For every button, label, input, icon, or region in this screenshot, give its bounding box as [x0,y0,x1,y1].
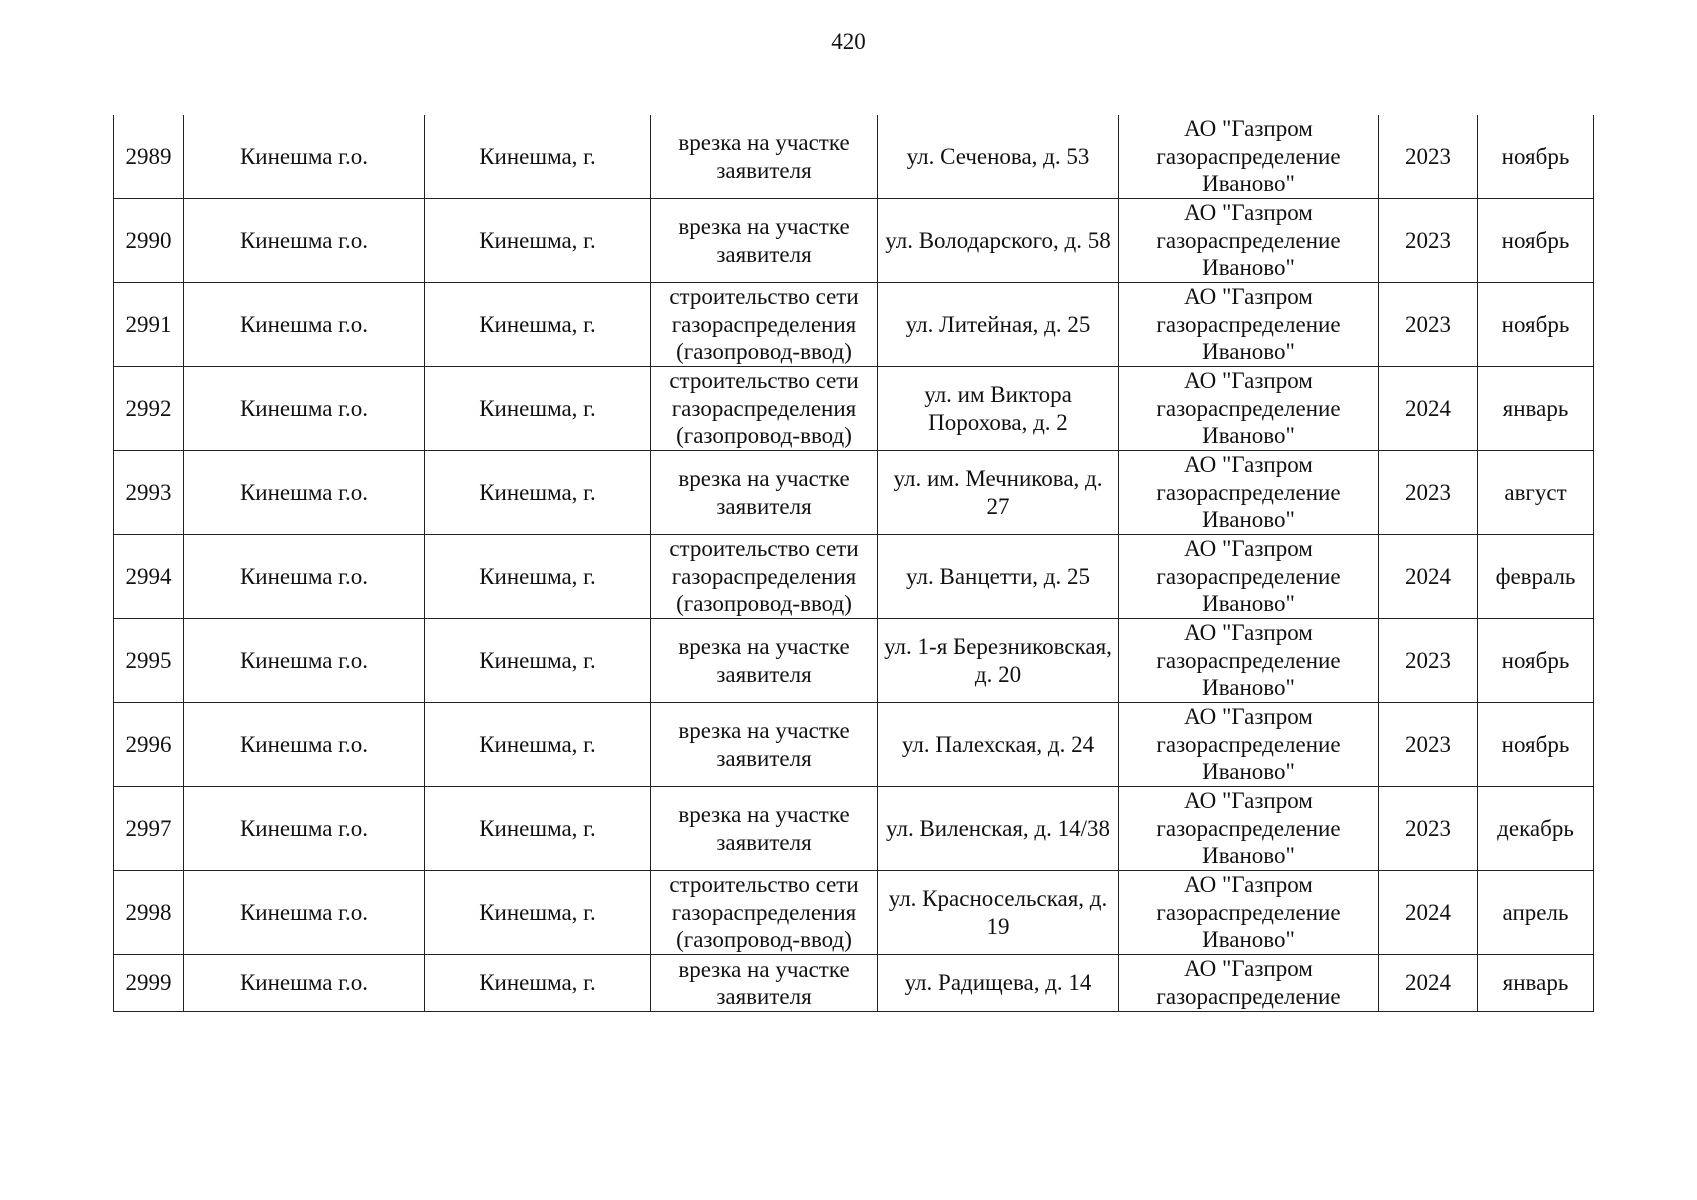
cell-number: 2996 [114,703,184,787]
cell-locality: Кинешма, г. [425,451,651,535]
table-row [114,703,1594,787]
cell-address: ул. Литейная, д. 25 [878,283,1119,367]
cell-month: ноябрь [1478,283,1594,367]
table-row [114,283,1594,367]
cell-number: 2989 [114,115,184,199]
cell-work-type: строительство сети газораспределения (газопровод-ввод) [651,367,878,451]
cell-organization: АО "Газпром газораспределение Иваново" [1119,703,1379,787]
cell-organization: АО "Газпром газораспределение Иваново" [1119,787,1379,871]
cell-address: ул. Палехская, д. 24 [878,703,1119,787]
cell-number: 2990 [114,199,184,283]
cell-number: 2994 [114,535,184,619]
table-row [114,199,1594,283]
cell-year: 2024 [1379,871,1478,955]
cell-locality: Кинешма, г. [425,535,651,619]
cell-district: Кинешма г.о. [184,283,425,367]
cell-number: 2999 [114,955,184,1012]
cell-district: Кинешма г.о. [184,787,425,871]
cell-month: ноябрь [1478,619,1594,703]
cell-organization: АО "Газпром газораспределение Иваново" [1119,283,1379,367]
cell-month: ноябрь [1478,703,1594,787]
cell-number: 2992 [114,367,184,451]
cell-locality: Кинешма, г. [425,955,651,1012]
cell-district: Кинешма г.о. [184,955,425,1012]
table-row [114,115,1594,199]
cell-address: ул. Ванцетти, д. 25 [878,535,1119,619]
table-body [114,115,1594,955]
cell-work-type: строительство сети газораспределения (газопровод-ввод) [651,535,878,619]
table-body-last [114,955,1594,1012]
cell-month: декабрь [1478,787,1594,871]
cell-number: 2998 [114,871,184,955]
organization-line: АО "Газпром [1184,956,1313,981]
cell-organization: АО "Газпром газораспределение Иваново" [1119,451,1379,535]
cell-district: Кинешма г.о. [184,199,425,283]
cell-locality: Кинешма, г. [425,787,651,871]
cell-address: ул. им. Мечникова, д. 27 [878,451,1119,535]
table-row [114,787,1594,871]
cell-year: 2023 [1379,787,1478,871]
table-row [114,535,1594,619]
table-row [114,871,1594,955]
cell-locality: Кинешма, г. [425,703,651,787]
cell-address: ул. им Виктора Порохова, д. 2 [878,367,1119,451]
cell-district: Кинешма г.о. [184,619,425,703]
cell-month: ноябрь [1478,115,1594,199]
cell-month: январь [1478,367,1594,451]
cell-district: Кинешма г.о. [184,451,425,535]
cell-year: 2024 [1379,367,1478,451]
cell-number: 2997 [114,787,184,871]
cell-month: ноябрь [1478,199,1594,283]
cell-year: 2023 [1379,283,1478,367]
table-row [114,367,1594,451]
cell-year: 2023 [1379,115,1478,199]
page-number: 420 [831,29,866,54]
cell-address: ул. 1-я Березниковская, д. 20 [878,619,1119,703]
cell-work-type: врезка на участке заявителя [651,703,878,787]
cell-year: 2023 [1379,703,1478,787]
cell-organization [1119,955,1379,1012]
cell-work-type: врезка на участке заявителя [651,115,878,199]
cell-work-type: врезка на участке заявителя [651,619,878,703]
cell-organization: АО "Газпром газораспределение Иваново" [1119,115,1379,199]
table-row [114,451,1594,535]
cell-work-type: врезка на участке заявителя [651,199,878,283]
cell-month: январь [1478,955,1594,1012]
cell-year: 2024 [1379,535,1478,619]
cell-address: ул. Володарского, д. 58 [878,199,1119,283]
cell-address: ул. Виленская, д. 14/38 [878,787,1119,871]
cell-work-type: строительство сети газораспределения (газопровод-ввод) [651,871,878,955]
cell-locality: Кинешма, г. [425,871,651,955]
cell-district: Кинешма г.о. [184,871,425,955]
cell-district: Кинешма г.о. [184,115,425,199]
cell-year: 2023 [1379,199,1478,283]
cell-district: Кинешма г.о. [184,703,425,787]
cell-organization: АО "Газпром газораспределение Иваново" [1119,619,1379,703]
cell-address: ул. Радищева, д. 14 [878,955,1119,1012]
cell-work-type: врезка на участке заявителя [651,451,878,535]
cell-locality: Кинешма, г. [425,619,651,703]
gasification-table [113,115,1594,1012]
cell-month: апрель [1478,871,1594,955]
cell-work-type: строительство сети газораспределения (газопровод-ввод) [651,283,878,367]
cell-district: Кинешма г.о. [184,367,425,451]
cell-organization: АО "Газпром газораспределение Иваново" [1119,535,1379,619]
cell-address: ул. Красносельская, д. 19 [878,871,1119,955]
cell-organization: АО "Газпром газораспределение Иваново" [1119,367,1379,451]
cell-month: август [1478,451,1594,535]
table-row [114,955,1594,1012]
cell-locality: Кинешма, г. [425,367,651,451]
cell-number: 2995 [114,619,184,703]
cell-work-type: врезка на участке заявителя [651,787,878,871]
table-row [114,619,1594,703]
cell-locality: Кинешма, г. [425,199,651,283]
organization-line: газораспределение [1156,983,1341,1009]
cell-district: Кинешма г.о. [184,535,425,619]
cell-number: 2993 [114,451,184,535]
cell-year: 2024 [1379,955,1478,1012]
cell-address: ул. Сеченова, д. 53 [878,115,1119,199]
cell-locality: Кинешма, г. [425,115,651,199]
cell-organization: АО "Газпром газораспределение Иваново" [1119,199,1379,283]
cell-work-type: врезка на участке заявителя [651,955,878,1012]
cell-locality: Кинешма, г. [425,283,651,367]
cell-number: 2991 [114,283,184,367]
cell-year: 2023 [1379,619,1478,703]
cell-year: 2023 [1379,451,1478,535]
cell-month: февраль [1478,535,1594,619]
cell-organization: АО "Газпром газораспределение Иваново" [1119,871,1379,955]
